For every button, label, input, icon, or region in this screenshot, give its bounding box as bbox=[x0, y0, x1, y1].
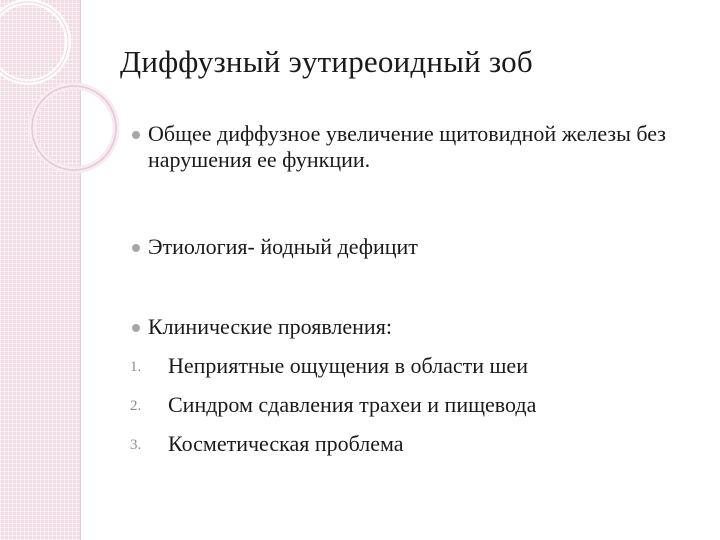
bullet-dot bbox=[132, 131, 140, 139]
bullet-text: Клинические проявления: bbox=[148, 314, 392, 339]
bullet-dot bbox=[132, 324, 140, 332]
item-number: 2. bbox=[130, 398, 142, 414]
bullet-item bbox=[148, 121, 700, 173]
numbered-item bbox=[130, 353, 690, 379]
bullet-item bbox=[148, 314, 700, 340]
numbered-item bbox=[130, 431, 690, 457]
item-number: 3. bbox=[130, 437, 142, 453]
item-number: 1. bbox=[130, 359, 142, 375]
numbered-text: Неприятные ощущения в области шеи bbox=[168, 353, 528, 378]
bullet-item bbox=[148, 234, 700, 260]
bullet-dot bbox=[132, 244, 140, 252]
decorative-circles bbox=[0, 0, 120, 240]
numbered-text: Синдром сдавления трахеи и пищевода bbox=[168, 392, 537, 417]
numbered-item bbox=[130, 392, 690, 418]
bullet-text: Этиология- йодный дефицит bbox=[148, 234, 418, 259]
slide-title: Диффузный эутиреоидный зоб bbox=[120, 44, 533, 79]
numbered-text: Косметическая проблема bbox=[168, 431, 404, 456]
bullet-text: Общее диффузное увеличение щитовидной железы без нарушения ее функции. bbox=[148, 121, 666, 172]
